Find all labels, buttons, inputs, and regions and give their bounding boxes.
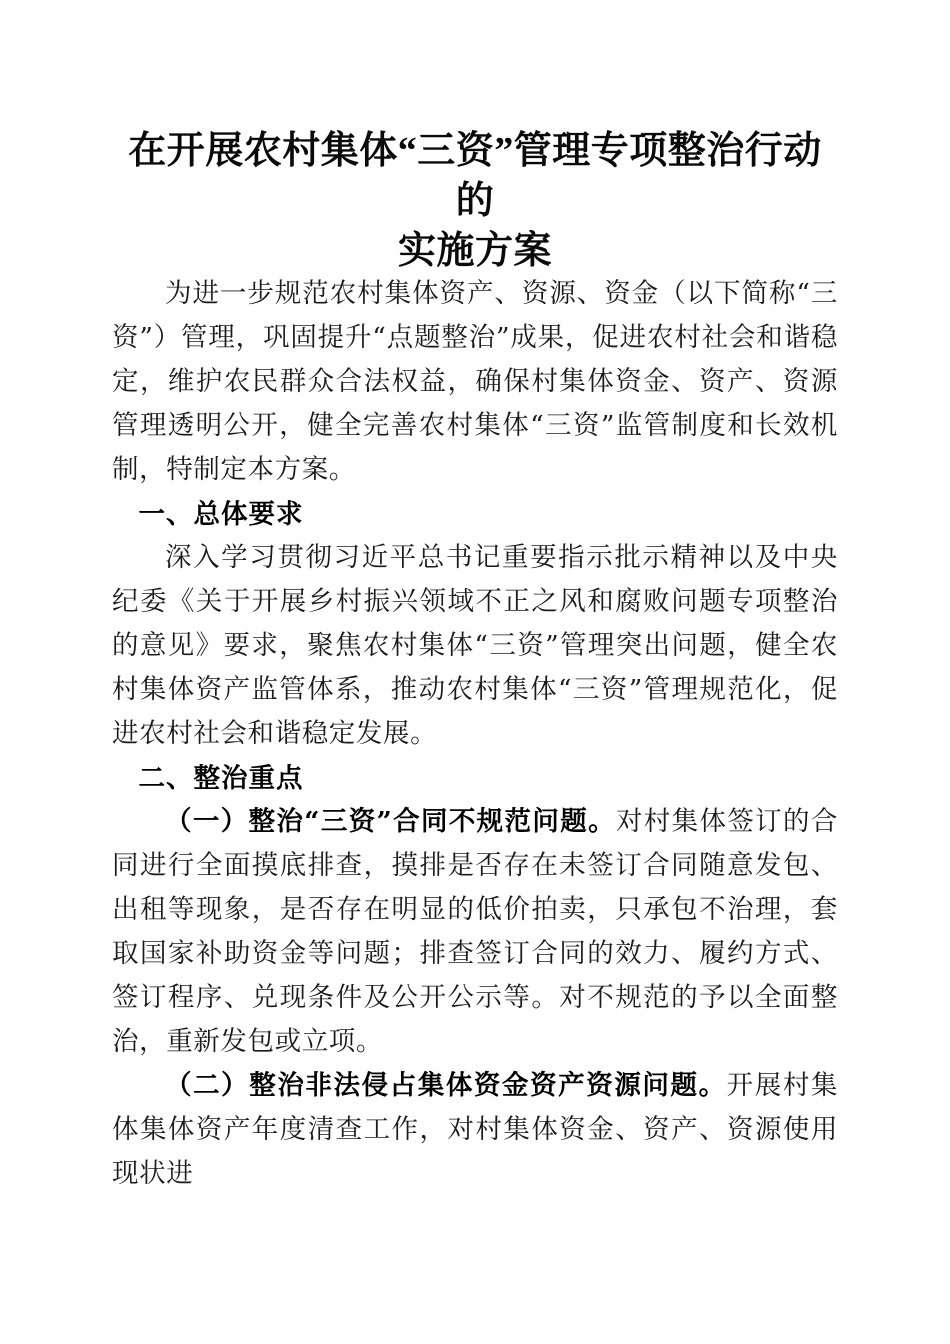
- item-two-paragraph: [112, 1064, 838, 1196]
- item-two-lead: （二）整治非法侵占集体资金资产资源问题。: [165, 1070, 727, 1101]
- intro-paragraph: 为进一步规范农村集体资产、资源、资金（以下简称“三资”）管理，巩固提升“点题整治”成果，促进农村社会和谐稳定，维护农民群众合法权益，确保村集体资金、资产、资源管理透明公开，健全完善农村集体“三资”监管制度和长效机制，特制定本方案。: [112, 278, 838, 485]
- heading-overall-requirements: 一、总体要求: [138, 499, 304, 529]
- heading-rectification-focus: 二、整治重点: [138, 763, 304, 793]
- document-body: [112, 272, 838, 1196]
- item-one-rest: 对村集体签订的合同进行全面摸底排查，摸排是否存在未签订合同随意发包、出租等现象，是否存在明显的低价拍卖，只承包不治理，套取国家补助资金等问题；排查签订合同的效力、履约方式、签订程序、兑现条件及公开公示等。对不规范的予以全面整治，重新发包或立项。: [112, 806, 838, 1057]
- item-two-rest: 开展村集体集体资产年度清查工作，对村集体资金、资产、资源使用现状进: [112, 1070, 839, 1189]
- page-title-line-1: 在开展农村集体“三资”管理专项整治行动的: [128, 130, 822, 222]
- item-one-lead: （一）整治“三资”合同不规范问题。: [165, 806, 616, 837]
- page-title: [112, 126, 838, 276]
- page-title-line-2: 实施方案: [397, 230, 552, 272]
- item-one-paragraph: [112, 800, 838, 1064]
- overall-requirements-paragraph: 深入学习贯彻习近平总书记重要指示批示精神以及中央纪委《关于开展乡村振兴领域不正之风和腐败问题专项整治的意见》要求，聚焦农村集体“三资”管理突出问题，健全农村集体资产监管体系，推动农村集体“三资”管理规范化，促进农村社会和谐稳定发展。: [112, 542, 838, 749]
